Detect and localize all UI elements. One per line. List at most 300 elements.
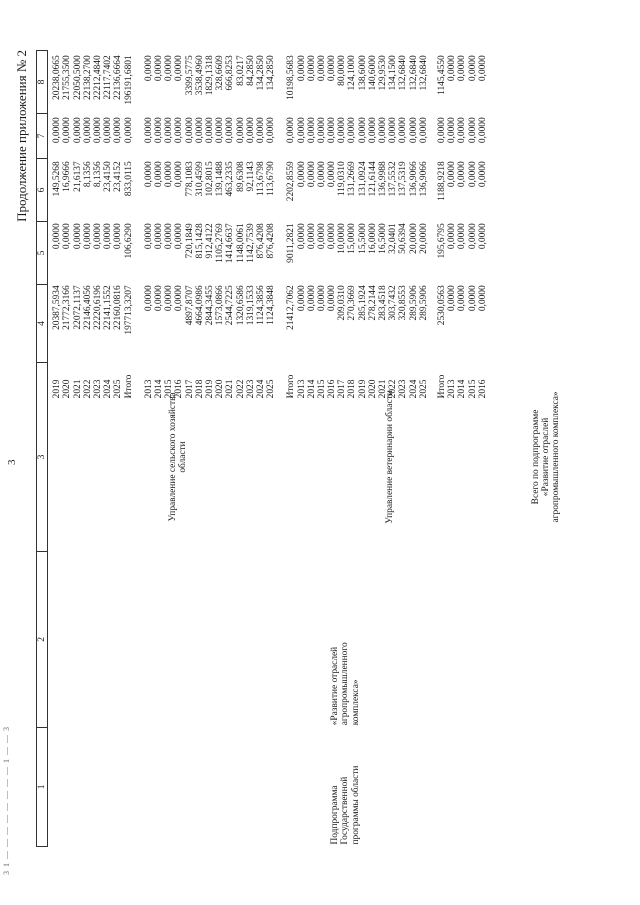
year-cell: 2014 [457, 379, 468, 399]
value-cell-c5: 0,0000 [447, 223, 458, 250]
value-cell-c7 [134, 117, 144, 161]
value-cell-c4: 22146,4056 [82, 285, 93, 330]
value-cell-c4: 0,0000 [327, 285, 338, 312]
value-cell-c6: 0,0000 [477, 161, 488, 188]
value-cell-c5: 0,0000 [143, 223, 154, 250]
value-cell-c8: 0,0000 [306, 55, 317, 82]
value-cell-c5 [134, 223, 144, 285]
year-cell: 2023 [398, 379, 409, 399]
value-cell-c8: 1145,4550 [436, 55, 447, 95]
value-cell-c7: 0,0000 [357, 117, 368, 144]
year-cell: 2020 [62, 379, 73, 399]
value-cell-c8: 22138,2700 [82, 55, 93, 100]
value-cell-c5: 0,0000 [467, 223, 478, 250]
value-cell-c8: 0,0000 [143, 55, 154, 82]
value-cell-c6: 89,6308 [235, 161, 246, 192]
value-cell-c5: 32,0401 [388, 223, 399, 254]
value-cell-c7: 0,0000 [82, 117, 93, 144]
table-row [194, 51, 205, 399]
value-cell-c4: 289,5906 [408, 285, 419, 321]
value-cell-c8: 134,1500 [388, 55, 399, 91]
values-cell [48, 51, 562, 399]
value-cell-c8: 134,2850 [255, 55, 266, 91]
value-cell-c7: 0,0000 [103, 117, 114, 144]
value-cell-c7: 0,0000 [296, 117, 307, 144]
value-cell-c4: 1573,0866 [215, 285, 226, 326]
table-row [418, 51, 429, 399]
value-cell-c8: 134,2850 [266, 55, 277, 91]
value-cell-c5: 1414,6637 [225, 223, 236, 264]
value-cell-c4: 285,1924 [357, 285, 368, 321]
value-cell-c5: 0,0000 [477, 223, 488, 250]
value-cell-c6: 8,1356 [92, 161, 103, 188]
value-cell-c7: 0,0000 [184, 117, 195, 144]
value-cell-c4: 2544,7225 [225, 285, 236, 326]
value-cell-c5: 0,0000 [62, 223, 73, 250]
value-cell-c6: 119,0310 [337, 161, 348, 197]
value-cell-c4: 0,0000 [467, 285, 478, 312]
value-cell-c7: 0,0000 [215, 117, 226, 144]
value-cell-c8: 124,1000 [347, 55, 358, 91]
value-cell-c6: 139,1488 [215, 161, 226, 197]
value-cell-c7: 0,0000 [388, 117, 399, 144]
appendix-label: Продолжение приложения № 2 [14, 50, 29, 222]
year-cell: 2021 [378, 379, 389, 399]
value-cell-c7: 0,0000 [92, 117, 103, 144]
year-cell: 2022 [235, 379, 246, 399]
value-cell-c6: 136,9066 [418, 161, 429, 197]
table-row [347, 51, 358, 399]
budget-table [36, 50, 561, 847]
year-cell: 2019 [205, 379, 216, 399]
value-cell-c4: 0,0000 [306, 285, 317, 312]
value-cell-c7: 0,0000 [347, 117, 358, 144]
year-cell: 2016 [174, 379, 185, 399]
table-row [164, 51, 175, 399]
value-cell-c6: 137,5532 [388, 161, 399, 197]
value-cell-c7: 0,0000 [266, 117, 277, 144]
year-cell: 2018 [347, 379, 358, 399]
value-cell-c6: 0,0000 [174, 161, 185, 188]
value-cell-c5: 9011,2821 [286, 223, 297, 263]
value-cell-c5: 50,6394 [398, 223, 409, 254]
value-cell-c7: 0,0000 [447, 117, 458, 144]
value-cell-c5: 0,0000 [52, 223, 63, 250]
year-cell: 2015 [164, 379, 175, 399]
value-cell-c6: 136,9988 [378, 161, 389, 197]
value-cell-c6: 137,5319 [398, 161, 409, 197]
value-cell-c4: 1319,1533 [245, 285, 256, 326]
value-cell-c8: 84,2850 [245, 55, 256, 86]
value-cell-c6: 310,4599 [194, 161, 205, 197]
year-cell: 2021 [225, 379, 236, 399]
year-cell: 2022 [82, 379, 93, 399]
value-cell-c4: 209,0310 [337, 285, 348, 321]
value-cell-c8: 22136,6664 [113, 55, 124, 100]
table-row [184, 51, 195, 399]
value-cell-c6: 0,0000 [306, 161, 317, 188]
table-row [398, 51, 409, 399]
value-cell-c4: 2530,0563 [436, 285, 447, 326]
value-cell-c7: 0,0000 [255, 117, 266, 144]
value-cell-c8: 0,0000 [457, 55, 468, 82]
table-row [215, 51, 226, 399]
table-row [367, 51, 378, 399]
table-row [245, 51, 256, 399]
table-row [296, 51, 307, 399]
year-cell: Итого [123, 374, 134, 399]
value-cell-c5: 0,0000 [306, 223, 317, 250]
table-row [436, 51, 447, 399]
dept_agri-section [52, 51, 277, 399]
value-cell-c8: 0,0000 [154, 55, 165, 82]
table-row [316, 51, 327, 399]
table-row [447, 51, 458, 399]
value-cell-c7: 0,0000 [205, 117, 216, 144]
value-cell-c8: 3538,4960 [194, 55, 205, 96]
value-cell-c8: 3399,5775 [184, 55, 195, 96]
column-header-row [37, 51, 48, 847]
table-row [408, 51, 419, 399]
value-cell-c6: 131,0924 [357, 161, 368, 197]
table-row [255, 51, 266, 399]
value-cell-c4: 0,0000 [154, 285, 165, 312]
value-cell-c8: 83,0217 [235, 55, 246, 86]
table-row [82, 51, 93, 399]
value-cell-c7: 0,0000 [327, 117, 338, 144]
value-cell-c7: 0,0000 [235, 117, 246, 144]
value-cell-c4: 289,5906 [418, 285, 429, 321]
value-cell-c5: 1148,0061 [235, 223, 246, 263]
value-cell-c8: 132,6840 [398, 55, 409, 91]
value-cell-c8: 0,0000 [477, 55, 488, 82]
dept-vet-label: Управление ветеринарии области [384, 390, 395, 524]
value-cell-c7: 0,0000 [367, 117, 378, 144]
value-cell-c4 [134, 285, 144, 362]
year-cell: Итого [436, 374, 447, 399]
value-cell-c4: 0,0000 [457, 285, 468, 312]
value-cell-c6: 8,1356 [82, 161, 93, 188]
value-cell-c4: 22220,6196 [92, 285, 103, 330]
value-cell-c6: 0,0000 [447, 161, 458, 188]
year-cell: 2018 [194, 379, 205, 399]
scan-mark: 3 1 — — — — — — — — 1 — — 3 [2, 726, 11, 875]
value-cell-c5: 20,0000 [418, 223, 429, 254]
value-cell-c8: 0,0000 [174, 55, 185, 82]
value-cell-c5: 0,0000 [154, 223, 165, 250]
value-cell-c5: 0,0000 [103, 223, 114, 250]
value-cell-c6: 463,2335 [225, 161, 236, 197]
value-cell-c4: 22160,0816 [113, 285, 124, 330]
value-cell-c4: 0,0000 [477, 285, 488, 312]
value-cell-c8: 328,6609 [215, 55, 226, 91]
value-cell-c8: 0,0000 [164, 55, 175, 82]
value-cell-c6: 0,0000 [327, 161, 338, 188]
total-section [436, 51, 488, 399]
value-cell-c8: 22050,5000 [72, 55, 83, 100]
table-row [143, 51, 154, 399]
value-cell-c5: 195,6795 [436, 223, 447, 259]
year-cell: 2013 [447, 379, 458, 399]
value-cell-c8: 1829,1318 [205, 55, 216, 96]
value-cell-c4: 21412,7062 [286, 285, 297, 330]
dept-agri-label: Управление сельского хозяйства области [168, 392, 189, 522]
value-cell-c6: 0,0000 [164, 161, 175, 188]
value-cell-c8: 132,6840 [408, 55, 419, 91]
value-cell-c8: 0,0000 [447, 55, 458, 82]
value-cell-c5: 912,4122 [205, 223, 216, 259]
value-cell-c8: 140,6000 [367, 55, 378, 91]
table-row [154, 51, 165, 399]
year-cell: 2013 [143, 379, 154, 399]
value-cell-c4: 0,0000 [174, 285, 185, 312]
value-cell-c7: 0,0000 [174, 117, 185, 144]
value-cell-c5: 0,0000 [82, 223, 93, 250]
value-cell-c4: 0,0000 [164, 285, 175, 312]
value-cell-c4: 303,7432 [388, 285, 399, 321]
value-cell-c8: 132,6840 [418, 55, 429, 91]
value-cell-c4: 278,2144 [367, 285, 378, 321]
values-list [52, 51, 488, 399]
value-cell-c8: 80,0000 [337, 55, 348, 86]
year-cell: 2020 [367, 379, 378, 399]
col-header-8: 8 [37, 51, 48, 114]
value-cell-c7: 0,0000 [52, 117, 63, 144]
col-header-2: 2 [37, 552, 48, 728]
value-cell-c6: 121,6144 [367, 161, 378, 197]
value-cell-c5: 0,0000 [72, 223, 83, 250]
value-cell-c5: 0,0000 [457, 223, 468, 250]
value-cell-c6: 113,6790 [266, 161, 277, 197]
value-cell-c5: 0,0000 [164, 223, 175, 250]
value-cell-c7: 0,0000 [123, 117, 134, 144]
year-cell: 2014 [154, 379, 165, 399]
year-cell: 2023 [245, 379, 256, 399]
value-cell-c7: 0,0000 [225, 117, 236, 144]
year-cell: 2017 [337, 379, 348, 399]
value-cell-c5: 0,0000 [92, 223, 103, 250]
value-cell-c5: 1142,7539 [245, 223, 256, 263]
value-cell-c8: 0,0000 [316, 55, 327, 82]
table-row [477, 51, 488, 399]
value-cell-c4: 0,0000 [447, 285, 458, 312]
value-cell-c8: 666,8253 [225, 55, 236, 91]
value-cell-c7: 0,0000 [113, 117, 124, 144]
value-cell-c5: 876,4208 [266, 223, 277, 259]
value-cell-c5: 0,0000 [296, 223, 307, 250]
col-header-6: 6 [37, 159, 48, 222]
value-cell-c7: 0,0000 [337, 117, 348, 144]
year-cell: 2025 [266, 379, 277, 399]
year-cell: 2015 [316, 379, 327, 399]
value-cell-c5: 876,4208 [255, 223, 266, 259]
value-cell-c5: 15,0000 [347, 223, 358, 254]
value-cell-c6: 21,6137 [72, 161, 83, 192]
value-cell-c8: 196191,6801 [123, 55, 134, 105]
value-cell-c4: 2844,3455 [205, 285, 216, 326]
value-cell-c8: 0,0000 [467, 55, 478, 82]
value-cell-c7: 0,0000 [316, 117, 327, 144]
table-row [235, 51, 246, 399]
value-cell-c5: 106,6290 [123, 223, 134, 259]
col-header-5: 5 [37, 221, 48, 284]
year-cell: 2021 [72, 379, 83, 399]
col-header-3: 3 [37, 362, 48, 551]
value-cell-c6: 0,0000 [296, 161, 307, 188]
year-cell: 2025 [418, 379, 429, 399]
value-cell-c4: 22072,1137 [72, 285, 83, 330]
value-cell-c5: 16,0000 [367, 223, 378, 254]
table-row [113, 51, 124, 399]
value-cell-c6: 0,0000 [457, 161, 468, 188]
value-cell-c4: 1124,3848 [266, 285, 277, 325]
value-cell-c6: 2202,8559 [286, 161, 297, 202]
table-row [378, 51, 389, 399]
value-cell-c8: 129,9530 [378, 55, 389, 91]
table-row [337, 51, 348, 399]
value-cell-c5: 1105,2769 [215, 223, 226, 263]
value-cell-c7: 0,0000 [418, 117, 429, 144]
value-cell-c4: 283,4518 [378, 285, 389, 321]
value-cell-c6: 136,9066 [408, 161, 419, 197]
year-cell: 2016 [477, 379, 488, 399]
table-row [62, 51, 73, 399]
table-row [467, 51, 478, 399]
value-cell-c7: 0,0000 [154, 117, 165, 144]
year-cell: 2025 [113, 379, 124, 399]
value-cell-c5: 10,0000 [337, 223, 348, 254]
value-cell-c7: 0,0000 [286, 117, 297, 144]
value-cell-c7: 0,0000 [306, 117, 317, 144]
table-row [134, 51, 144, 363]
value-cell-c7: 0,0000 [143, 117, 154, 144]
year-cell: 2019 [357, 379, 368, 399]
value-cell-c7: 0,0000 [62, 117, 73, 144]
value-cell-c7: 0,0000 [467, 117, 478, 144]
value-cell-c4: 4664,0986 [194, 285, 205, 326]
page-number: 3 [6, 459, 18, 465]
total-label: Всего по подпрограмме «Развитие отраслей агропромышленного комплекса» [530, 391, 562, 523]
year-cell: 2017 [184, 379, 195, 399]
value-cell-c6: 102,8015 [205, 161, 216, 197]
value-cell-c5: 0,0000 [316, 223, 327, 250]
value-cell-c7: 0,0000 [72, 117, 83, 144]
col-header-4: 4 [37, 284, 48, 362]
value-cell-c6: 113,6798 [255, 161, 266, 197]
value-cell-c5: 720,1849 [184, 223, 195, 259]
value-cell-c7: 0,0000 [194, 117, 205, 144]
year-cell: 2024 [408, 379, 419, 399]
value-cell-c8: 22212,4840 [92, 55, 103, 100]
value-cell-c6: 0,0000 [316, 161, 327, 188]
value-cell-c4: 320,8553 [398, 285, 409, 321]
col-header-1: 1 [37, 727, 48, 846]
value-cell-c4: 22141,1552 [103, 285, 114, 330]
table-row [123, 51, 134, 399]
table-row [205, 51, 216, 399]
value-cell-c8: 138,6000 [357, 55, 368, 91]
table-row [92, 51, 103, 399]
value-cell-c5: 0,0000 [174, 223, 185, 250]
value-cell-c7: 0,0000 [245, 117, 256, 144]
value-cell-c4: 270,3669 [347, 285, 358, 321]
value-cell-c5: 20,0000 [408, 223, 419, 254]
year-cell: 2015 [467, 379, 478, 399]
table-row [72, 51, 83, 399]
table-row [327, 51, 338, 399]
year-cell: 2016 [327, 379, 338, 399]
subprogram-name: «Развитие отраслей агропромышленного комплекса» [330, 642, 361, 726]
value-cell-c7: 0,0000 [477, 117, 488, 144]
value-cell-c6: 1188,9218 [436, 161, 447, 201]
value-cell-c6: 778,1083 [184, 161, 195, 197]
value-cell-c5: 815,1428 [194, 223, 205, 259]
value-cell-c6: 23,4152 [113, 161, 124, 192]
value-cell-c8: 0,0000 [296, 55, 307, 82]
dept_vet-section [286, 51, 429, 399]
col-header-7: 7 [37, 114, 48, 159]
table-row [48, 51, 562, 847]
table-row [174, 51, 185, 399]
value-cell-c7: 0,0000 [457, 117, 468, 144]
value-cell-c4: 4897,8707 [184, 285, 195, 326]
value-cell-c8: 22117,7402 [103, 55, 114, 100]
value-cell-c8: 21755,3500 [62, 55, 73, 100]
table-row [103, 51, 114, 399]
year-cell: 2020 [215, 379, 226, 399]
value-cell-c5: 15,5000 [357, 223, 368, 254]
table-row [225, 51, 236, 399]
value-cell-c5: 0,0000 [113, 223, 124, 250]
year-cell: 2024 [103, 379, 114, 399]
value-cell-c6 [134, 161, 144, 223]
program-name: Подпрограмма Государственной программы области [330, 765, 361, 845]
table-row [286, 51, 297, 399]
value-cell-c6: 92,1143 [245, 161, 256, 192]
value-cell-c7: 0,0000 [436, 117, 447, 144]
value-cell-c5: 0,0000 [327, 223, 338, 250]
value-cell-c4: 0,0000 [296, 285, 307, 312]
value-cell-c7: 0,0000 [408, 117, 419, 144]
year-cell: 2024 [255, 379, 266, 399]
value-cell-c6: 149,5268 [52, 161, 63, 197]
year-cell: 2022 [388, 379, 399, 399]
value-cell-c6: 23,4150 [103, 161, 114, 192]
value-cell-c4: 0,0000 [316, 285, 327, 312]
table-row [52, 51, 63, 399]
value-cell-c4: 1320,6586 [235, 285, 246, 326]
value-cell-c4: 0,0000 [143, 285, 154, 312]
year-cell: 2014 [306, 379, 317, 399]
value-cell-c6: 0,0000 [143, 161, 154, 188]
table-row [388, 51, 399, 399]
value-cell-c6: 131,2669 [347, 161, 358, 197]
value-cell-c4: 20387,5934 [52, 285, 63, 330]
year-cell: 2013 [296, 379, 307, 399]
year-cell: 2019 [52, 379, 63, 399]
value-cell-c6: 0,0000 [467, 161, 478, 188]
value-cell-c4: 21772,3166 [62, 285, 73, 330]
value-cell-c6: 833,0115 [123, 161, 134, 197]
value-cell-c6: 0,0000 [154, 161, 165, 188]
value-cell-c6: 16,9666 [62, 161, 73, 192]
value-cell-c7: 0,0000 [398, 117, 409, 144]
value-cell-c8: 10198,5683 [286, 55, 297, 100]
table-row [266, 51, 277, 399]
value-cell-c4: 1124,3856 [255, 285, 266, 325]
year-cell: Итого [286, 374, 297, 399]
table-row [457, 51, 468, 399]
